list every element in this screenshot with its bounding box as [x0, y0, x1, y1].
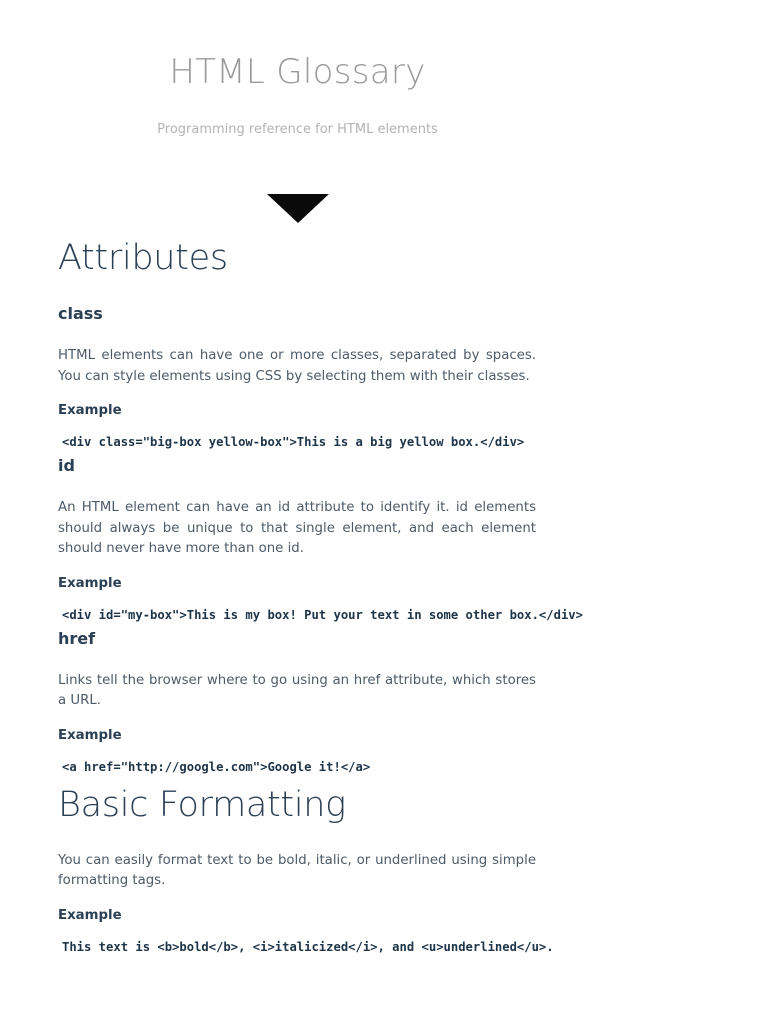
page-title: HTML Glossary — [169, 52, 426, 92]
term-description-href: Links tell the browser where to go using an href attribute, which stores a URL. — [58, 672, 536, 708]
section-title-basic-formatting: Basic Formatting — [58, 784, 346, 825]
glossary-content — [58, 232, 738, 955]
example-code-id: <div id="my-box">This is my box! Put your text in some other box.</div> — [62, 607, 583, 622]
example-label-class: Example — [58, 403, 122, 418]
section-title-attributes: Attributes — [58, 238, 228, 278]
example-label-id: Example — [58, 575, 122, 591]
term-description-class: HTML elements can have one or more classes, separated by spaces. You can style elements using CSS by selecting them with their classes. — [58, 348, 536, 384]
formatting-description: You can easily format text to be bold, italic, or underlined using simple formatting tags. — [58, 852, 536, 888]
term-description-id: An HTML element can have an id attribute to identify it. id elements should always be unique to that single element, and each element should never have more than one id. — [58, 500, 536, 556]
example-code-href: <a href="http://google.com">Google it!</a> — [62, 759, 371, 774]
section-basic-formatting — [58, 779, 738, 955]
page-subtitle: Programming reference for HTML elements — [157, 122, 438, 137]
example-label-href: Example — [58, 727, 122, 743]
term-name-id: id — [58, 456, 75, 475]
example-code-formatting: This text is <b>bold</b>, <i>italicized</i>, and <u>underlined</u>. — [62, 939, 554, 954]
example-code-class: <div class="big-box yellow-box">This is a big yellow box.</div> — [62, 435, 525, 449]
term-name-href: href — [58, 628, 96, 648]
term-id — [58, 454, 738, 623]
term-name-class: class — [58, 304, 103, 323]
example-label-formatting: Example — [58, 907, 122, 923]
term-class — [58, 302, 738, 450]
term-href — [58, 627, 738, 775]
section-attributes — [58, 232, 738, 775]
triangle-down-icon[interactable] — [267, 194, 329, 223]
